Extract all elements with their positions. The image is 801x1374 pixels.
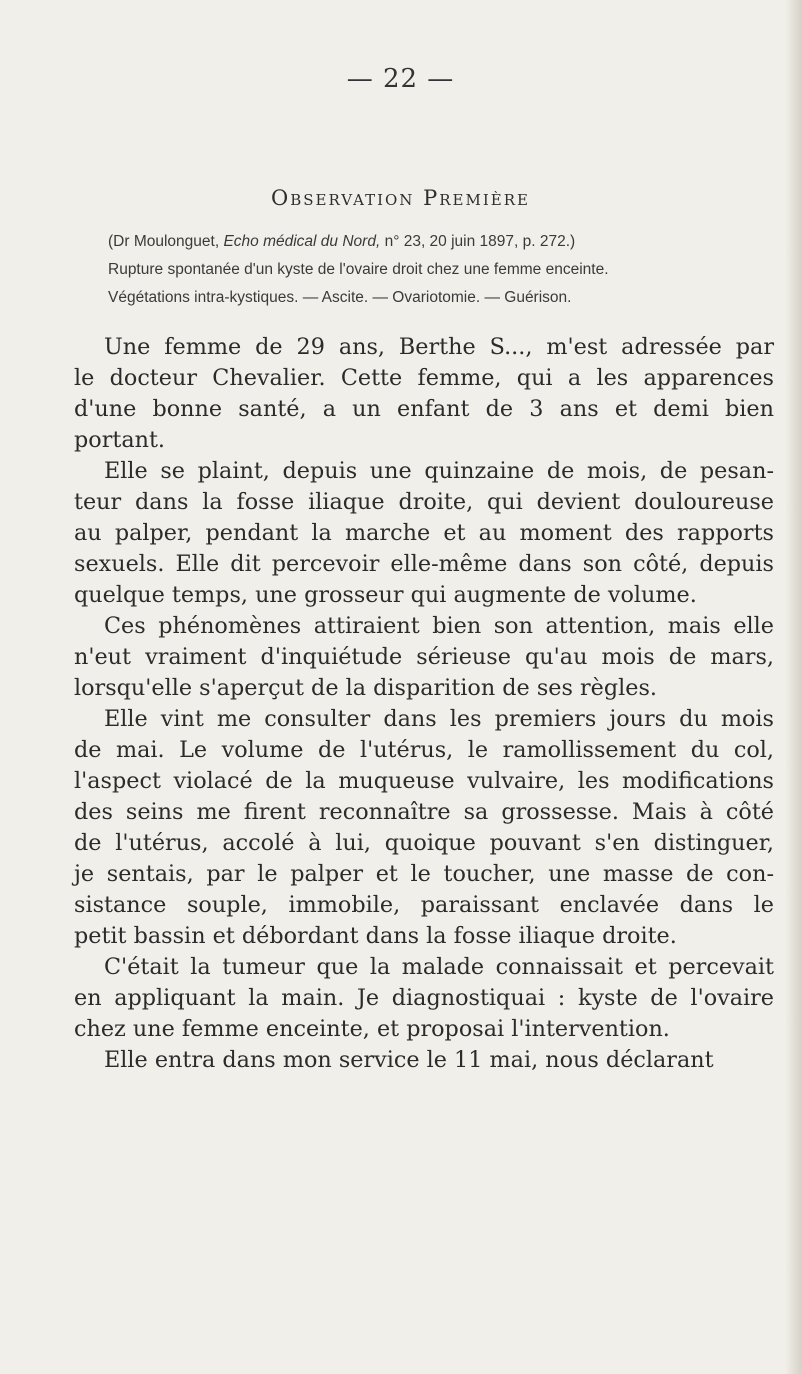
reference-line-1 — [108, 228, 768, 256]
page-number: — 22 — — [346, 64, 455, 94]
body-line: teur dans la fosse iliaque droite, qui devient douloureuse — [74, 489, 774, 515]
body-line: petit bassin et débordant dans la fosse iliaque droite. — [74, 923, 677, 949]
body-line: en appliquant la main. Je diagnostiquai : kyste de l'ovaire — [74, 985, 774, 1011]
reference-line-3: Végétations intra-kystiques. — Ascite. — Ovariotomie. — Guérison. — [108, 289, 572, 306]
body-line: des seins me firent reconnaître sa grossesse. Mais à côté — [74, 799, 774, 825]
body-line: C'était la tumeur que la malade connaissait et percevait — [104, 954, 774, 980]
observation-title: Observation Première — [271, 186, 530, 210]
body-line: quelque temps, une grosseur qui augmente de volume. — [74, 582, 697, 608]
body-line: portant. — [74, 427, 166, 453]
body-text — [74, 332, 774, 1076]
body-line: de mai. Le volume de l'utérus, le ramollissement du col, — [74, 737, 774, 763]
reference-issue: n° 23, 20 juin 1897, p. 272.) — [380, 233, 576, 250]
body-line: de l'utérus, accolé à lui, quoique pouvant s'en distinguer, — [74, 830, 774, 856]
body-line: sexuels. Elle dit percevoir elle-même dans son côté, depuis — [74, 551, 774, 577]
body-line: je sentais, par le palper et le toucher, une masse de con- — [74, 861, 774, 887]
body-line: d'une bonne santé, a un enfant de 3 ans et demi bien — [74, 396, 774, 422]
body-line: chez une femme enceinte, et proposai l'intervention. — [74, 1016, 670, 1042]
reference-line-2: Rupture spontanée d'un kyste de l'ovaire droit chez une femme enceinte. — [108, 261, 609, 278]
body-line: lorsqu'elle s'aperçut de la disparition de ses règles. — [74, 675, 657, 701]
body-line: Une femme de 29 ans, Berthe S..., m'est adressée par — [104, 334, 774, 360]
body-line: Elle entra dans mon service le 11 mai, nous déclarant — [104, 1047, 714, 1073]
reference-author: (Dr Moulonguet, — [108, 233, 224, 250]
body-line: l'aspect violacé de la muqueuse vulvaire, les modifications — [74, 768, 774, 794]
body-line: Elle vint me consulter dans les premiers jours du mois — [104, 706, 774, 732]
body-line: Ces phénomènes attiraient bien son attention, mais elle — [104, 613, 774, 639]
body-line: le docteur Chevalier. Cette femme, qui a les apparences — [74, 365, 774, 391]
body-line: au palper, pendant la marche et au moment des rapports — [74, 520, 774, 546]
body-line: sistance souple, immobile, paraissant enclavée dans le — [74, 892, 774, 918]
reference-journal: Echo médical du Nord, — [223, 233, 381, 250]
body-line: n'eut vraiment d'inquiétude sérieuse qu'au mois de mars, — [74, 644, 774, 670]
body-line: Elle se plaint, depuis une quinzaine de mois, de pesan- — [104, 458, 774, 484]
